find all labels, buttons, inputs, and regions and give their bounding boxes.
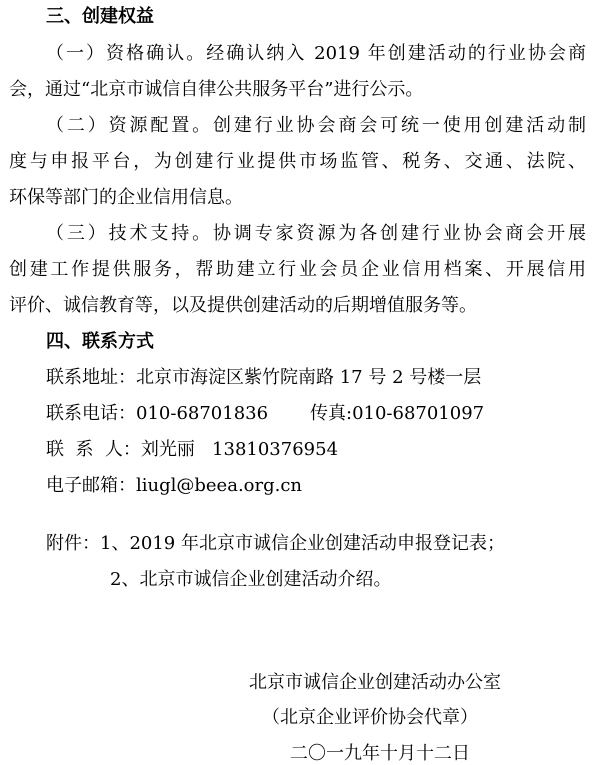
paragraph-line: 度与申报平台，为创建行业提供市场监管、税务、交通、法院、 — [9, 151, 586, 172]
attachment-item-1: 附件：1、2019 年北京市诚信企业创建活动申报登记表； — [46, 533, 505, 554]
signature-office: 北京市诚信企业创建活动办公室 — [249, 672, 501, 693]
contact-person: 联 系 人：刘光丽 13810376954 — [46, 439, 339, 460]
contact-email: 电子邮箱：liugl@beea.org.cn — [46, 475, 303, 496]
attachment-item-2: 2、北京市诚信企业创建活动介绍。 — [110, 569, 392, 590]
signature-date: 二〇一九年十月十二日 — [290, 743, 470, 764]
paragraph-line: 会，通过“北京市诚信自律公共服务平台”进行公示。 — [9, 79, 424, 100]
paragraph-line: （一）资格确认。经确认纳入 2019 年创建活动的行业协会商 — [46, 43, 586, 64]
contact-address: 联系地址：北京市海淀区紫竹院南路 17 号 2 号楼一层 — [46, 367, 482, 388]
paragraph-line: 创建工作提供服务，帮助建立行业会员企业信用档案、开展信用 — [9, 259, 586, 280]
paragraph-line: 环保等部门的企业信用信息。 — [9, 187, 243, 208]
contact-fax: 传真:010-68701097 — [310, 403, 485, 424]
paragraph-line: （二）资源配置。创建行业协会商会可统一使用创建活动制 — [46, 115, 586, 136]
signature-proxy: （北京企业评价协会代章） — [262, 707, 478, 728]
paragraph-line: 评价、诚信教育等，以及提供创建活动的后期增值服务等。 — [9, 295, 477, 316]
section-heading-contact: 四、联系方式 — [46, 331, 154, 352]
paragraph-line: （三）技术支持。协调专家资源为各创建行业协会商会开展 — [46, 223, 586, 244]
section-heading-rights: 三、创建权益 — [46, 6, 154, 27]
contact-phone: 联系电话：010-68701836 — [46, 403, 269, 424]
